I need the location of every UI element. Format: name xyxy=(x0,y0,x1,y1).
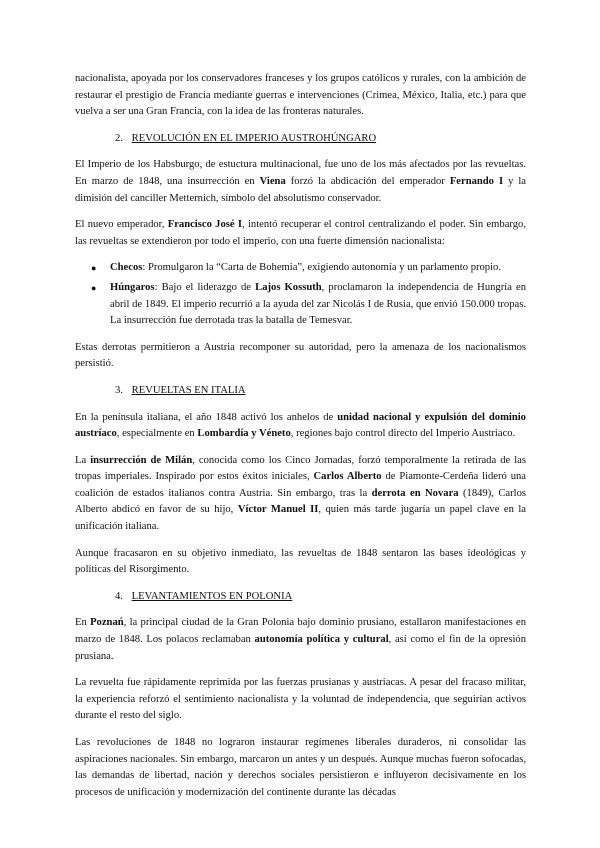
conclusion-paragraph: Las revoluciones de 1848 no lograron instaurar regímenes liberales duraderos, ni consolidar las aspiraciones nacionales. Sin embargo, marcaron un antes y un después. Aunque muchas fueron sofocadas, las demandas de libertad, nación y derechos sociales persistieron e influyeron decisivamente en los procesos de unificación y modernización del continente durante las décadas xyxy=(75,737,526,798)
section-number: 2. xyxy=(115,132,123,144)
poland-paragraph-1: En Poznań, la principal ciudad de la Gran Polonia bajo dominio prusiano, estallaron manifestaciones en marzo de 1848. Los polacos reclamaban autonomía política y cultural, así como el fin de la opresión prusiana. xyxy=(75,617,526,662)
document-body xyxy=(75,71,526,801)
italy-paragraph-1: En la península italiana, el año 1848 activó los anhelos de unidad nacional y expulsión del dominio austríaco, especialmente en Lombardía y Véneto, regiones bajo control directo del Imperio Austriaco. xyxy=(75,411,526,440)
section-number: 3. xyxy=(115,384,123,396)
section-title: LEVANTAMIENTOS EN POLONIA xyxy=(131,590,293,602)
austria-paragraph-1: El Imperio de los Habsburgo, de estuctura multinacional, fue uno de los más afectados por las revueltas. En marzo de 1848, una insurrección en Viena forzó la abdicación del emperador Fernando I y la dimisión del canciller Metternich, símbolo del absolutismo conservador. xyxy=(75,159,526,204)
austria-paragraph-3: Estas derrotas permitieron a Austria recomponer su autoridad, pero la amenaza de los nacionalismos persistió. xyxy=(75,341,526,370)
italy-paragraph-2: La insurrección de Milán, conocida como los Cinco Jornadas, forzó temporalmente la retirada de las tropas imperiales. Inspirado por estos éxitos iniciales, Carlos Alberto de Piamonte-Cerdeña lideró una coalición de estados italianos contra Austria. Sin embargo, tras la derrota en Novara (1849), Carlos Alberto abdicó en favor de su hijo, Víctor Manuel II, quien más tarde jugaría un papel clave en la unificación italiana. xyxy=(75,454,527,533)
bullet-icon: ● xyxy=(91,263,97,274)
section-heading-italy xyxy=(75,383,526,400)
list-item: ● Checos: Promulgaron la “Carta de Bohemia”, exigiendo autonomía y un parlamento propio. xyxy=(110,260,526,277)
list-item: ● Húngaros: Bajo el liderazgo de Lajos Kossuth, proclamaron la independencia de Hungría en abril de 1849. El imperio recurrió a la ayuda del zar Nicolás I de Rusia, que envió 150.000 tropas. La insurrección fue derrotada tras la batalla de Temesvar. xyxy=(91,281,527,327)
section-title: REVOLUCIÓN EN EL IMPERIO AUSTROHÚNGARO xyxy=(131,132,377,144)
nationalist-revolts-list xyxy=(75,260,526,329)
austria-paragraph-2: El nuevo emperador, Francisco José I, intentó recuperar el control centralizando el poder. Sin embargo, las revueltas se extendieron por todo el imperio, con una fuerte dimensión nacionalista: xyxy=(75,219,526,247)
section-title: REVUELTAS EN ITALIA xyxy=(131,384,246,396)
section-heading-poland xyxy=(75,589,526,606)
section-number: 4. xyxy=(115,590,123,602)
bullet-icon: ● xyxy=(91,282,97,293)
intro-paragraph: nacionalista, apoyada por los conservadores franceses y los grupos católicos y rurales, con la ambición de restaurar el prestigio de Francia mediante guerras e intervenciones (Crimea, México, Italia, etc.) para que vuelva a ser una Gran Francia, con la idea de las fronteras naturales. xyxy=(75,73,526,118)
poland-paragraph-2: La revuelta fue rápidamente reprimida por las fuerzas prusianas y austriacas. A pesar del fracaso militar, la experiencia reforzó el sentimiento nacionalista y la voluntad de independencia, que seguirían activos durante el resto del siglo. xyxy=(75,677,526,722)
section-heading-austria xyxy=(75,131,526,148)
italy-paragraph-3: Aunque fracasaron en su objetivo inmediato, las revueltas de 1848 sentaron las bases ideológicas y políticas del Risorgimento. xyxy=(75,547,526,576)
